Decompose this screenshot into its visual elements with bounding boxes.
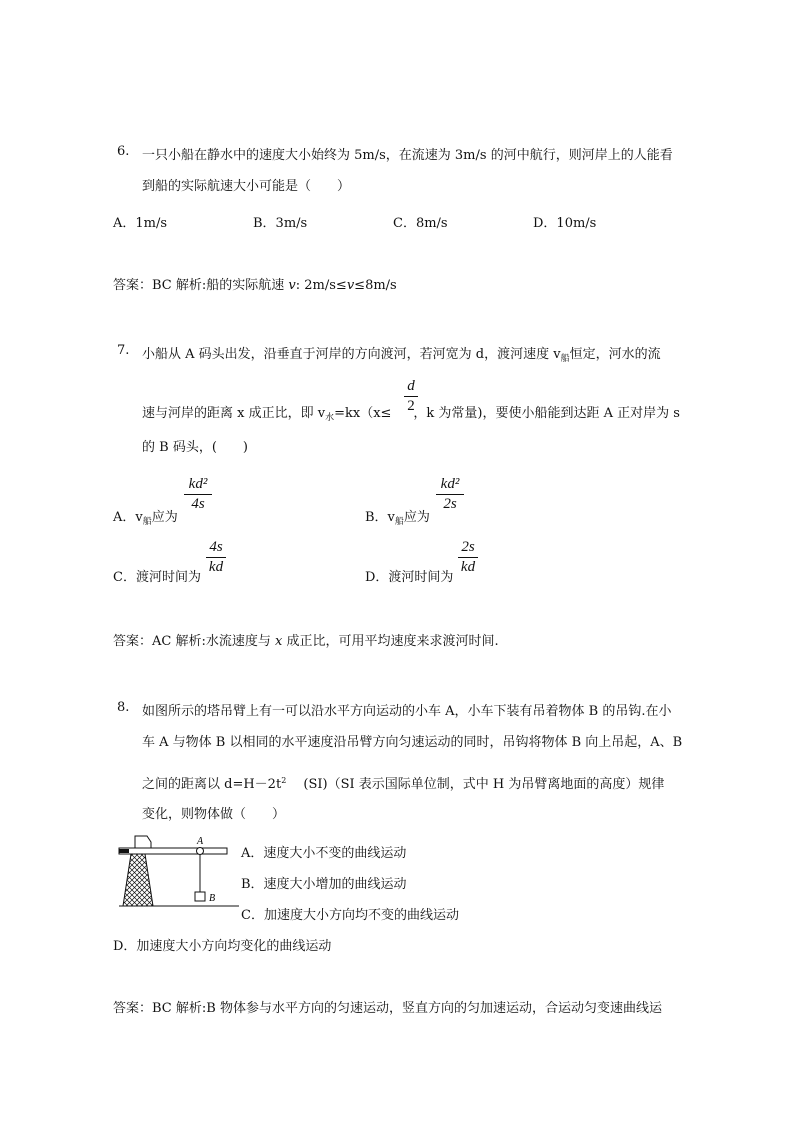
- q7-answer: 答案：AC 解析:水流速度与 x 成正比，可用平均速度来求渡河时间.: [113, 634, 499, 649]
- q7-line3: 的 B 码头，( ): [142, 440, 248, 455]
- q7-option-c-fraction: 4s kd: [206, 540, 226, 575]
- q8-line1: 如图所示的塔吊臂上有一可以沿水平方向运动的小车 A，小车下装有吊着物体 B 的吊钩.在小: [142, 704, 672, 719]
- q6-option-d: D．10m/s: [533, 216, 597, 231]
- q6-line2: 到船的实际航速大小可能是（ ）: [142, 179, 351, 194]
- q7-line2: 速与河岸的距离 x 成正比，即 $v_水=kx(x\le$ ，k 为常量)，要使小船能到达距 A 正对岸为 s: [142, 406, 680, 423]
- crane-boom: [119, 848, 227, 854]
- q7-option-a: A．$v_船$应为: [113, 510, 178, 527]
- q7-line1: 小船从 A 码头出发，沿垂直于河岸的方向渡河，若河宽为 d，渡河速度 $v_船$恒定，河水的流: [142, 347, 661, 364]
- object-b: [195, 892, 205, 901]
- q8-option-b: B．速度大小增加的曲线运动: [241, 877, 407, 892]
- q7-option-a-fraction: kd² 4s: [184, 477, 212, 512]
- q7-option-c: C．渡河时间为: [113, 570, 201, 585]
- q6-number: 6.: [117, 144, 130, 159]
- q6-option-b: B．3m/s: [253, 216, 308, 231]
- label-b: B: [209, 893, 216, 904]
- q8-line4: 变化，则物体做（ ）: [142, 807, 286, 822]
- q8-option-d: D．加速度大小方向均变化的曲线运动: [113, 939, 332, 954]
- q6-line1: 一只小船在静水中的速度大小始终为 5m/s，在流速为 3m/s 的河中航行，则河岸上的人能看: [142, 148, 673, 163]
- q7-number: 7.: [117, 343, 130, 358]
- q6-option-a: A．1m/s: [113, 216, 168, 231]
- crane-tower: [123, 854, 153, 906]
- q8-line3: 之间的距离以 $d=H-2t^2$ (SI)（SI 表示国际单位制，式中 H 为吊臂离地面的高度）规律: [142, 776, 665, 792]
- label-a: A: [197, 836, 204, 847]
- q7-option-d: D．渡河时间为: [365, 570, 454, 585]
- q8-number: 8.: [117, 700, 130, 715]
- q8-line2: 车 A 与物体 B 以相同的水平速度沿吊臂方向匀速运动的同时，吊钩将物体 B 向上吊起，A、B: [142, 735, 683, 750]
- q8-answer: 答案：BC 解析:B 物体参与水平方向的匀速运动，竖直方向的匀加速运动，合运动匀变速曲线运: [113, 1001, 662, 1016]
- crane-cab: [135, 836, 151, 848]
- q7-option-d-fraction: 2s kd: [458, 540, 478, 575]
- q6-option-c: C．8m/s: [393, 216, 448, 231]
- q8-option-c: C．加速度大小方向均不变的曲线运动: [241, 908, 459, 923]
- trolley-a: [197, 848, 204, 855]
- q7-line2-fraction: d 2: [404, 379, 418, 414]
- q7-option-b-fraction: kd² 2s: [436, 477, 464, 512]
- boom-counterweight: [119, 849, 129, 853]
- q7-option-b: B．$v_船$应为: [365, 510, 430, 527]
- q6-answer: 答案：BC 解析:船的实际航速 v: 2m/s≤v≤8m/s: [113, 278, 397, 293]
- q8-option-a: A．速度大小不变的曲线运动: [241, 846, 407, 861]
- tower-crane-figure: [117, 830, 247, 910]
